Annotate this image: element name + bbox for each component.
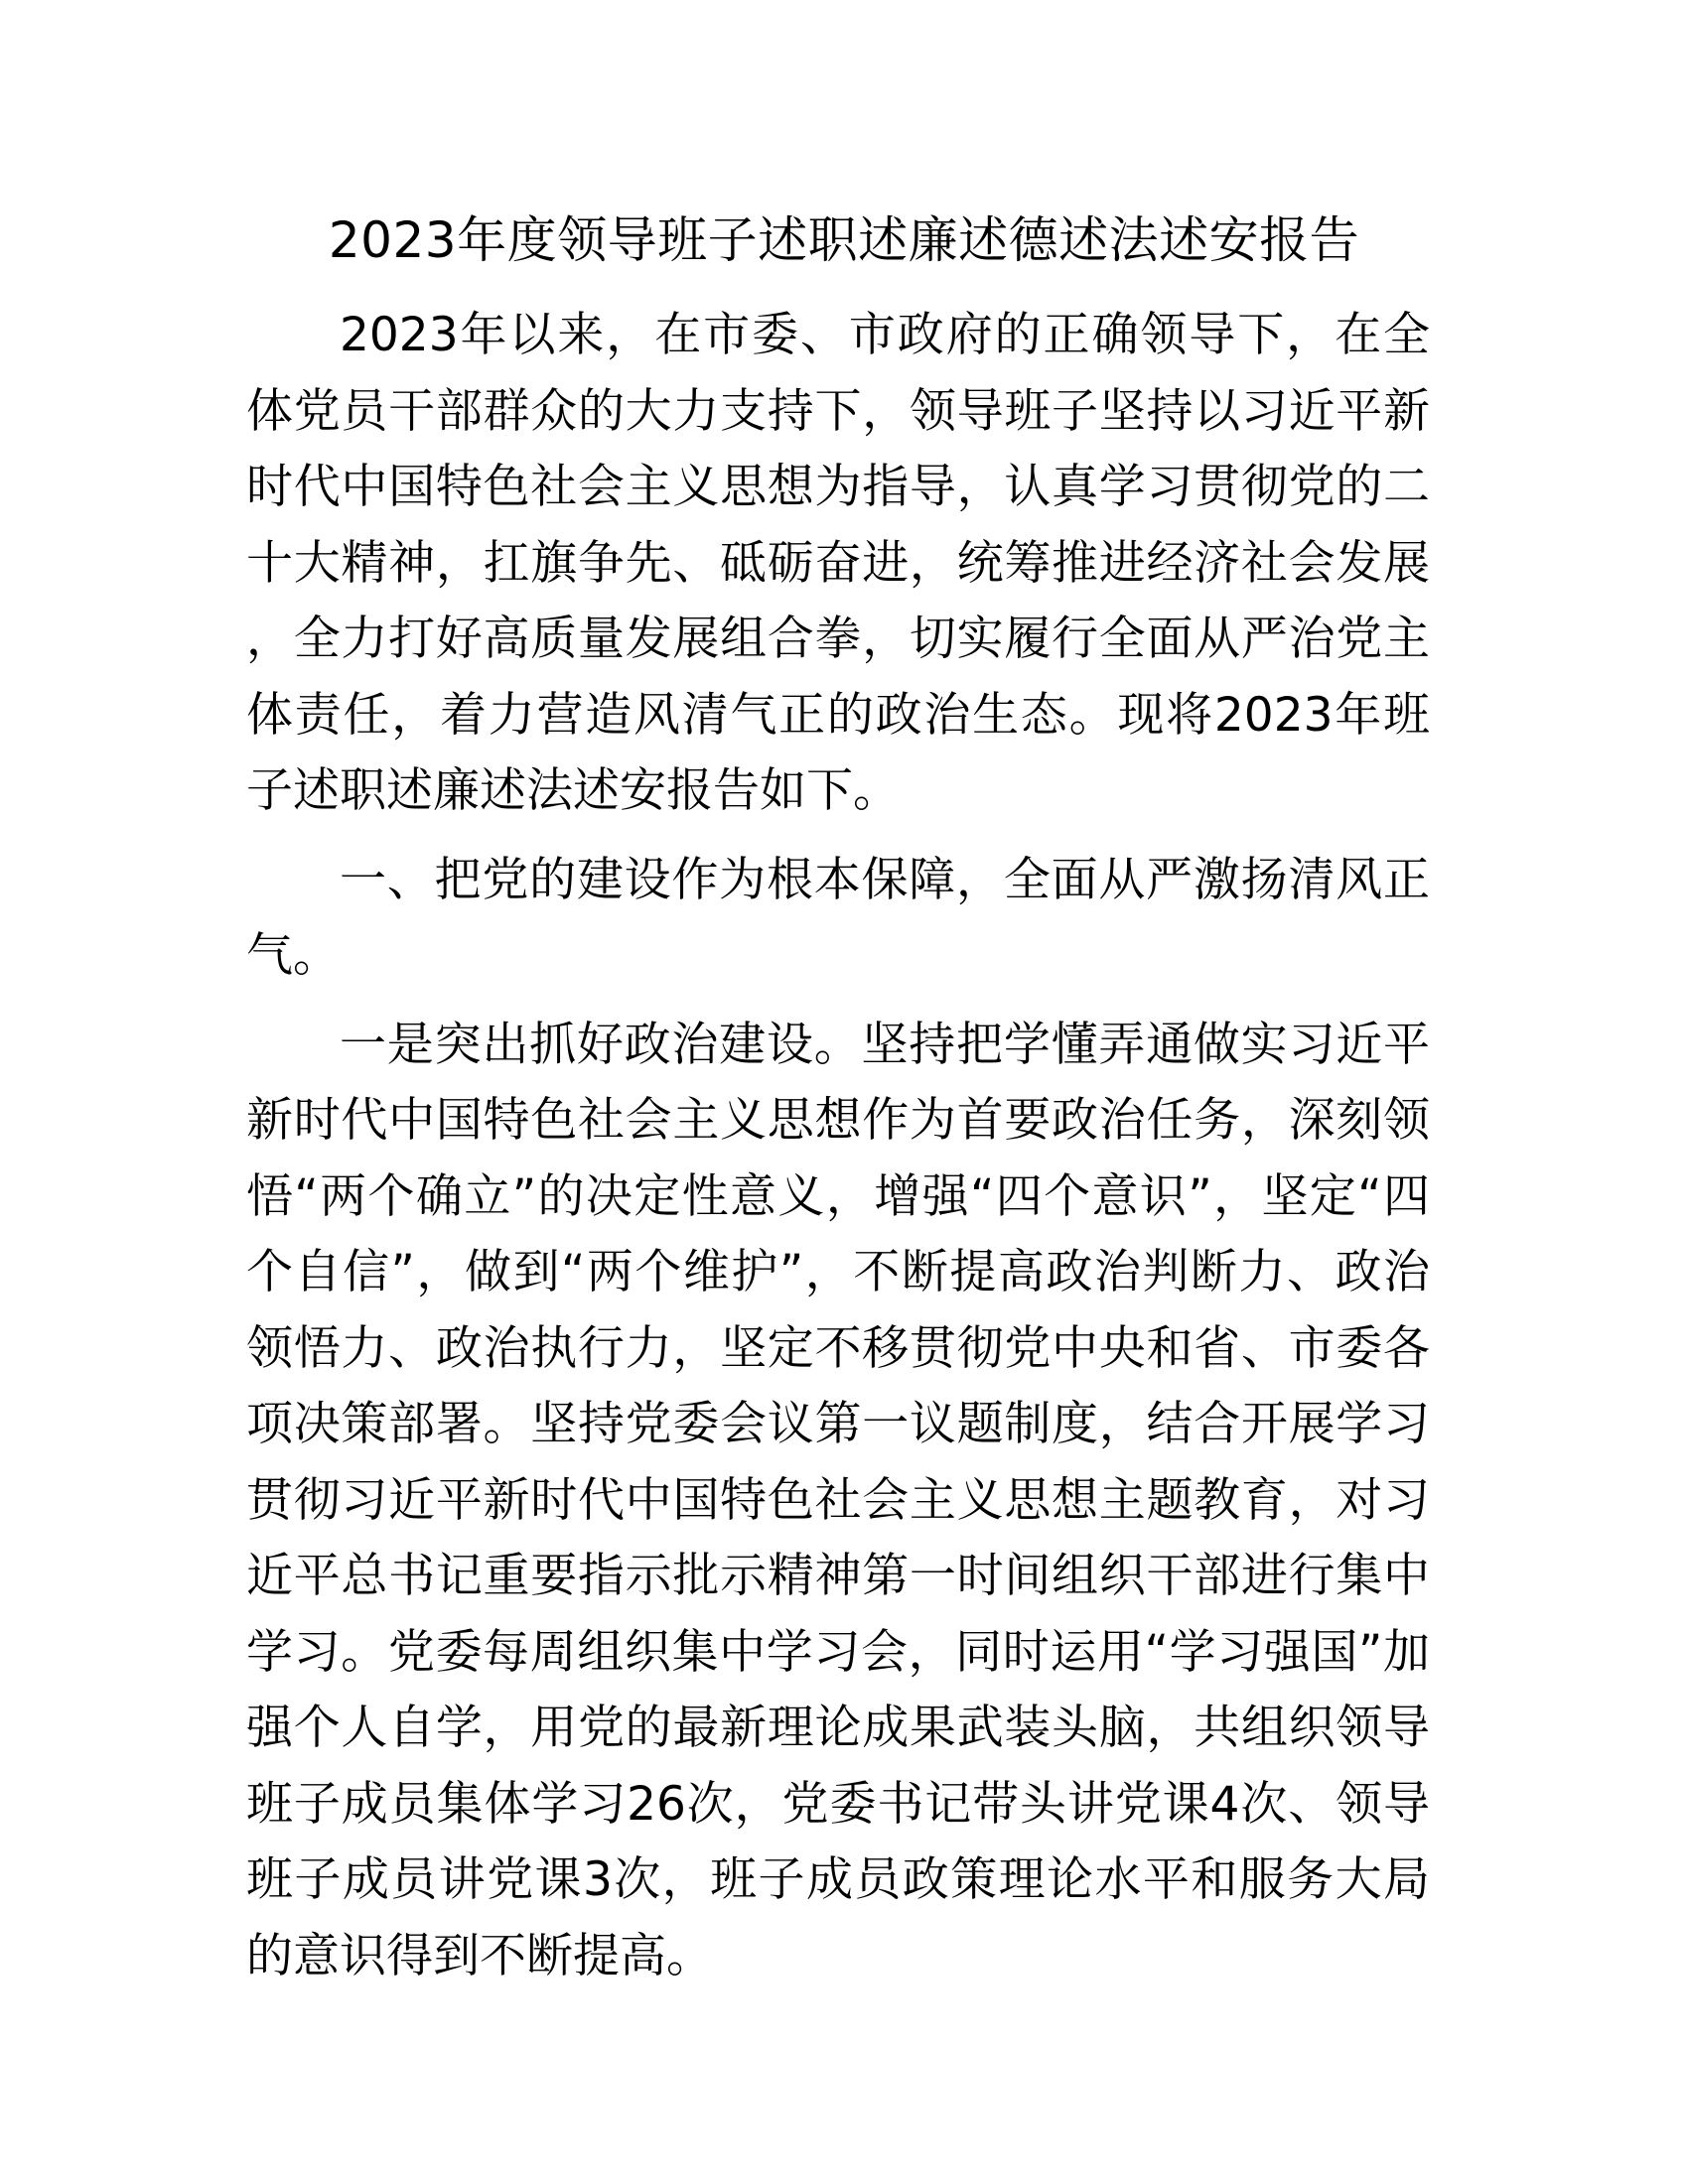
body-paragraph: 一是突出抓好政治建设。坚持把学懂弄通做实习近平新时代中国特色社会主义思想作为首要政治任务，深刻领悟“两个确立”的决定性意义，增强“四个意识”，坚定“四个自信”，做到“两个维护”，不断提高政治判断力、政治领悟力、政治执行力，坚定不移贯彻党中央和省、市委各项决策部署。坚持党委会议第一议题制度，结合开展学习贯彻习近平新时代中国特色社会主义思想主题教育，对习近平总书记重要指示批示精神第一时间组织干部进行集中学习。党委每周组织集中学习会，同时运用“学习强国”加强个人自学，用党的最新理论成果武装头脑，共组织领导班子成员集体学习26次，党委书记带头讲党课4次、领导班子成员讲党课3次，班子成员政策理论水平和服务大局的意识得到不断提高。	[246, 1017, 1430, 1983]
section-heading: 一、把党的建设作为根本保障，全面从严激扬清风正气。	[246, 852, 1430, 983]
document-title: 2023年度领导班子述职述廉述德述法述安报告	[328, 211, 1360, 269]
document-body	[246, 298, 1430, 1994]
intro-paragraph: 2023年以来，在市委、市政府的正确领导下，在全体党员干部群众的大力支持下，领导班子坚持以习近平新时代中国特色社会主义思想为指导，认真学习贯彻党的二十大精神，扛旗争先、砥砺奋进，统筹推进经济社会发展，全力打好高质量发展组合拳，切实履行全面从严治党主体责任，着力营造风清气正的政治生态。现将2023年班子述职述廉述法述安报告如下。	[246, 308, 1430, 818]
